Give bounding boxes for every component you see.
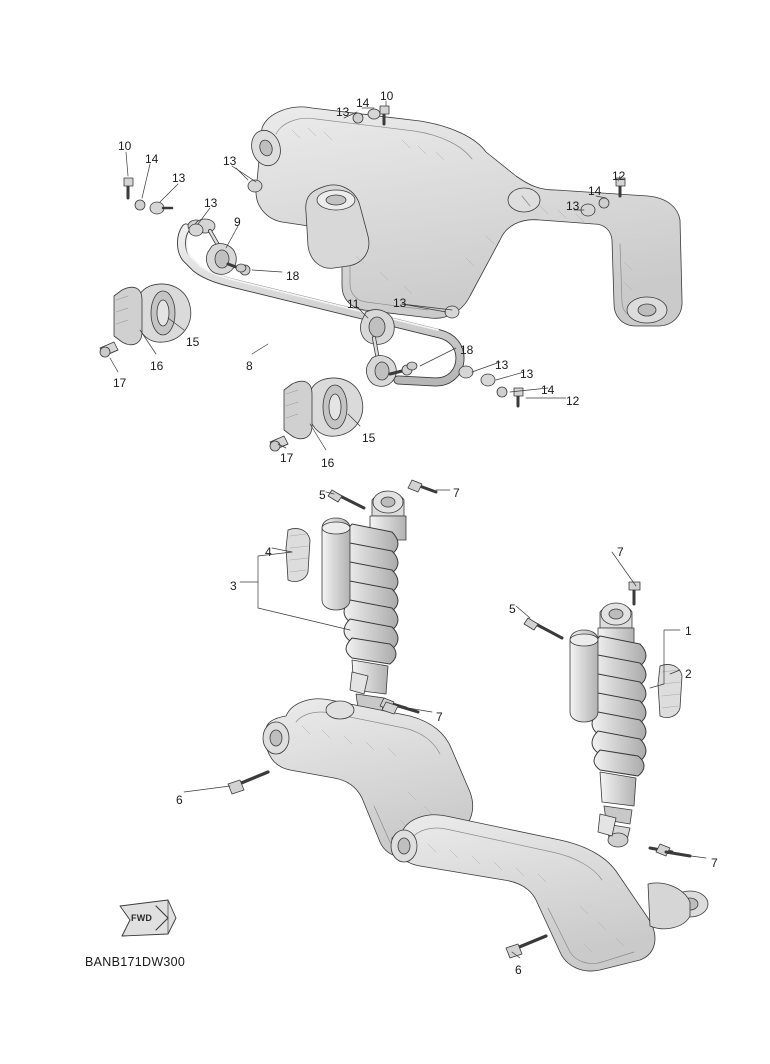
- callout-number: 14: [356, 96, 370, 110]
- callout-number: 14: [541, 383, 555, 397]
- callout-number: 14: [145, 152, 159, 166]
- callout-number: 13: [495, 358, 509, 372]
- callout-number: 13: [223, 154, 237, 168]
- callout-number: 13: [520, 367, 534, 381]
- callout-number: 1: [685, 624, 692, 638]
- callout-number: 14: [588, 184, 602, 198]
- callout-number: 7: [436, 710, 443, 724]
- callout-number: 18: [286, 269, 300, 283]
- right-shock-absorber: [524, 582, 682, 856]
- callout-number: 16: [150, 359, 164, 373]
- callout-number: 15: [186, 335, 200, 349]
- callout-number: 13: [393, 296, 407, 310]
- callout-number: 12: [566, 394, 580, 408]
- callout-number: 16: [321, 456, 335, 470]
- part-code-label: BANB171DW300: [85, 955, 186, 969]
- callout-number: 13: [566, 199, 580, 213]
- callout-number: 17: [280, 451, 294, 465]
- callout-number: 10: [118, 139, 132, 153]
- callout-number: 7: [711, 856, 718, 870]
- upper-a-arm-assembly: [247, 107, 682, 326]
- callout-number: 2: [685, 667, 692, 681]
- left-shock-absorber: [286, 480, 436, 735]
- callout-number: 8: [246, 359, 253, 373]
- callout-number: 10: [380, 89, 394, 103]
- fwd-arrow-label: FWD: [131, 913, 153, 923]
- callout-number: 13: [204, 196, 218, 210]
- callout-number: 7: [617, 545, 624, 559]
- callout-number: 7: [453, 486, 460, 500]
- callout-number: 15: [362, 431, 376, 445]
- callout-number: 5: [319, 488, 326, 502]
- callout-number: 13: [336, 105, 350, 119]
- lower-right-a-arm: [391, 815, 708, 971]
- left-bar-bushing-assembly: [100, 284, 191, 357]
- callout-number: 18: [460, 343, 474, 357]
- callout-number: 9: [234, 215, 241, 229]
- callout-number: 6: [176, 793, 183, 807]
- callout-number: 3: [230, 579, 237, 593]
- callout-number: 11: [347, 297, 360, 311]
- callout-number: 5: [509, 602, 516, 616]
- callout-number: 12: [612, 169, 626, 183]
- callout-number: 17: [113, 376, 127, 390]
- callout-number: 13: [172, 171, 186, 185]
- callout-number: 4: [265, 545, 272, 559]
- callout-number: 6: [515, 963, 522, 977]
